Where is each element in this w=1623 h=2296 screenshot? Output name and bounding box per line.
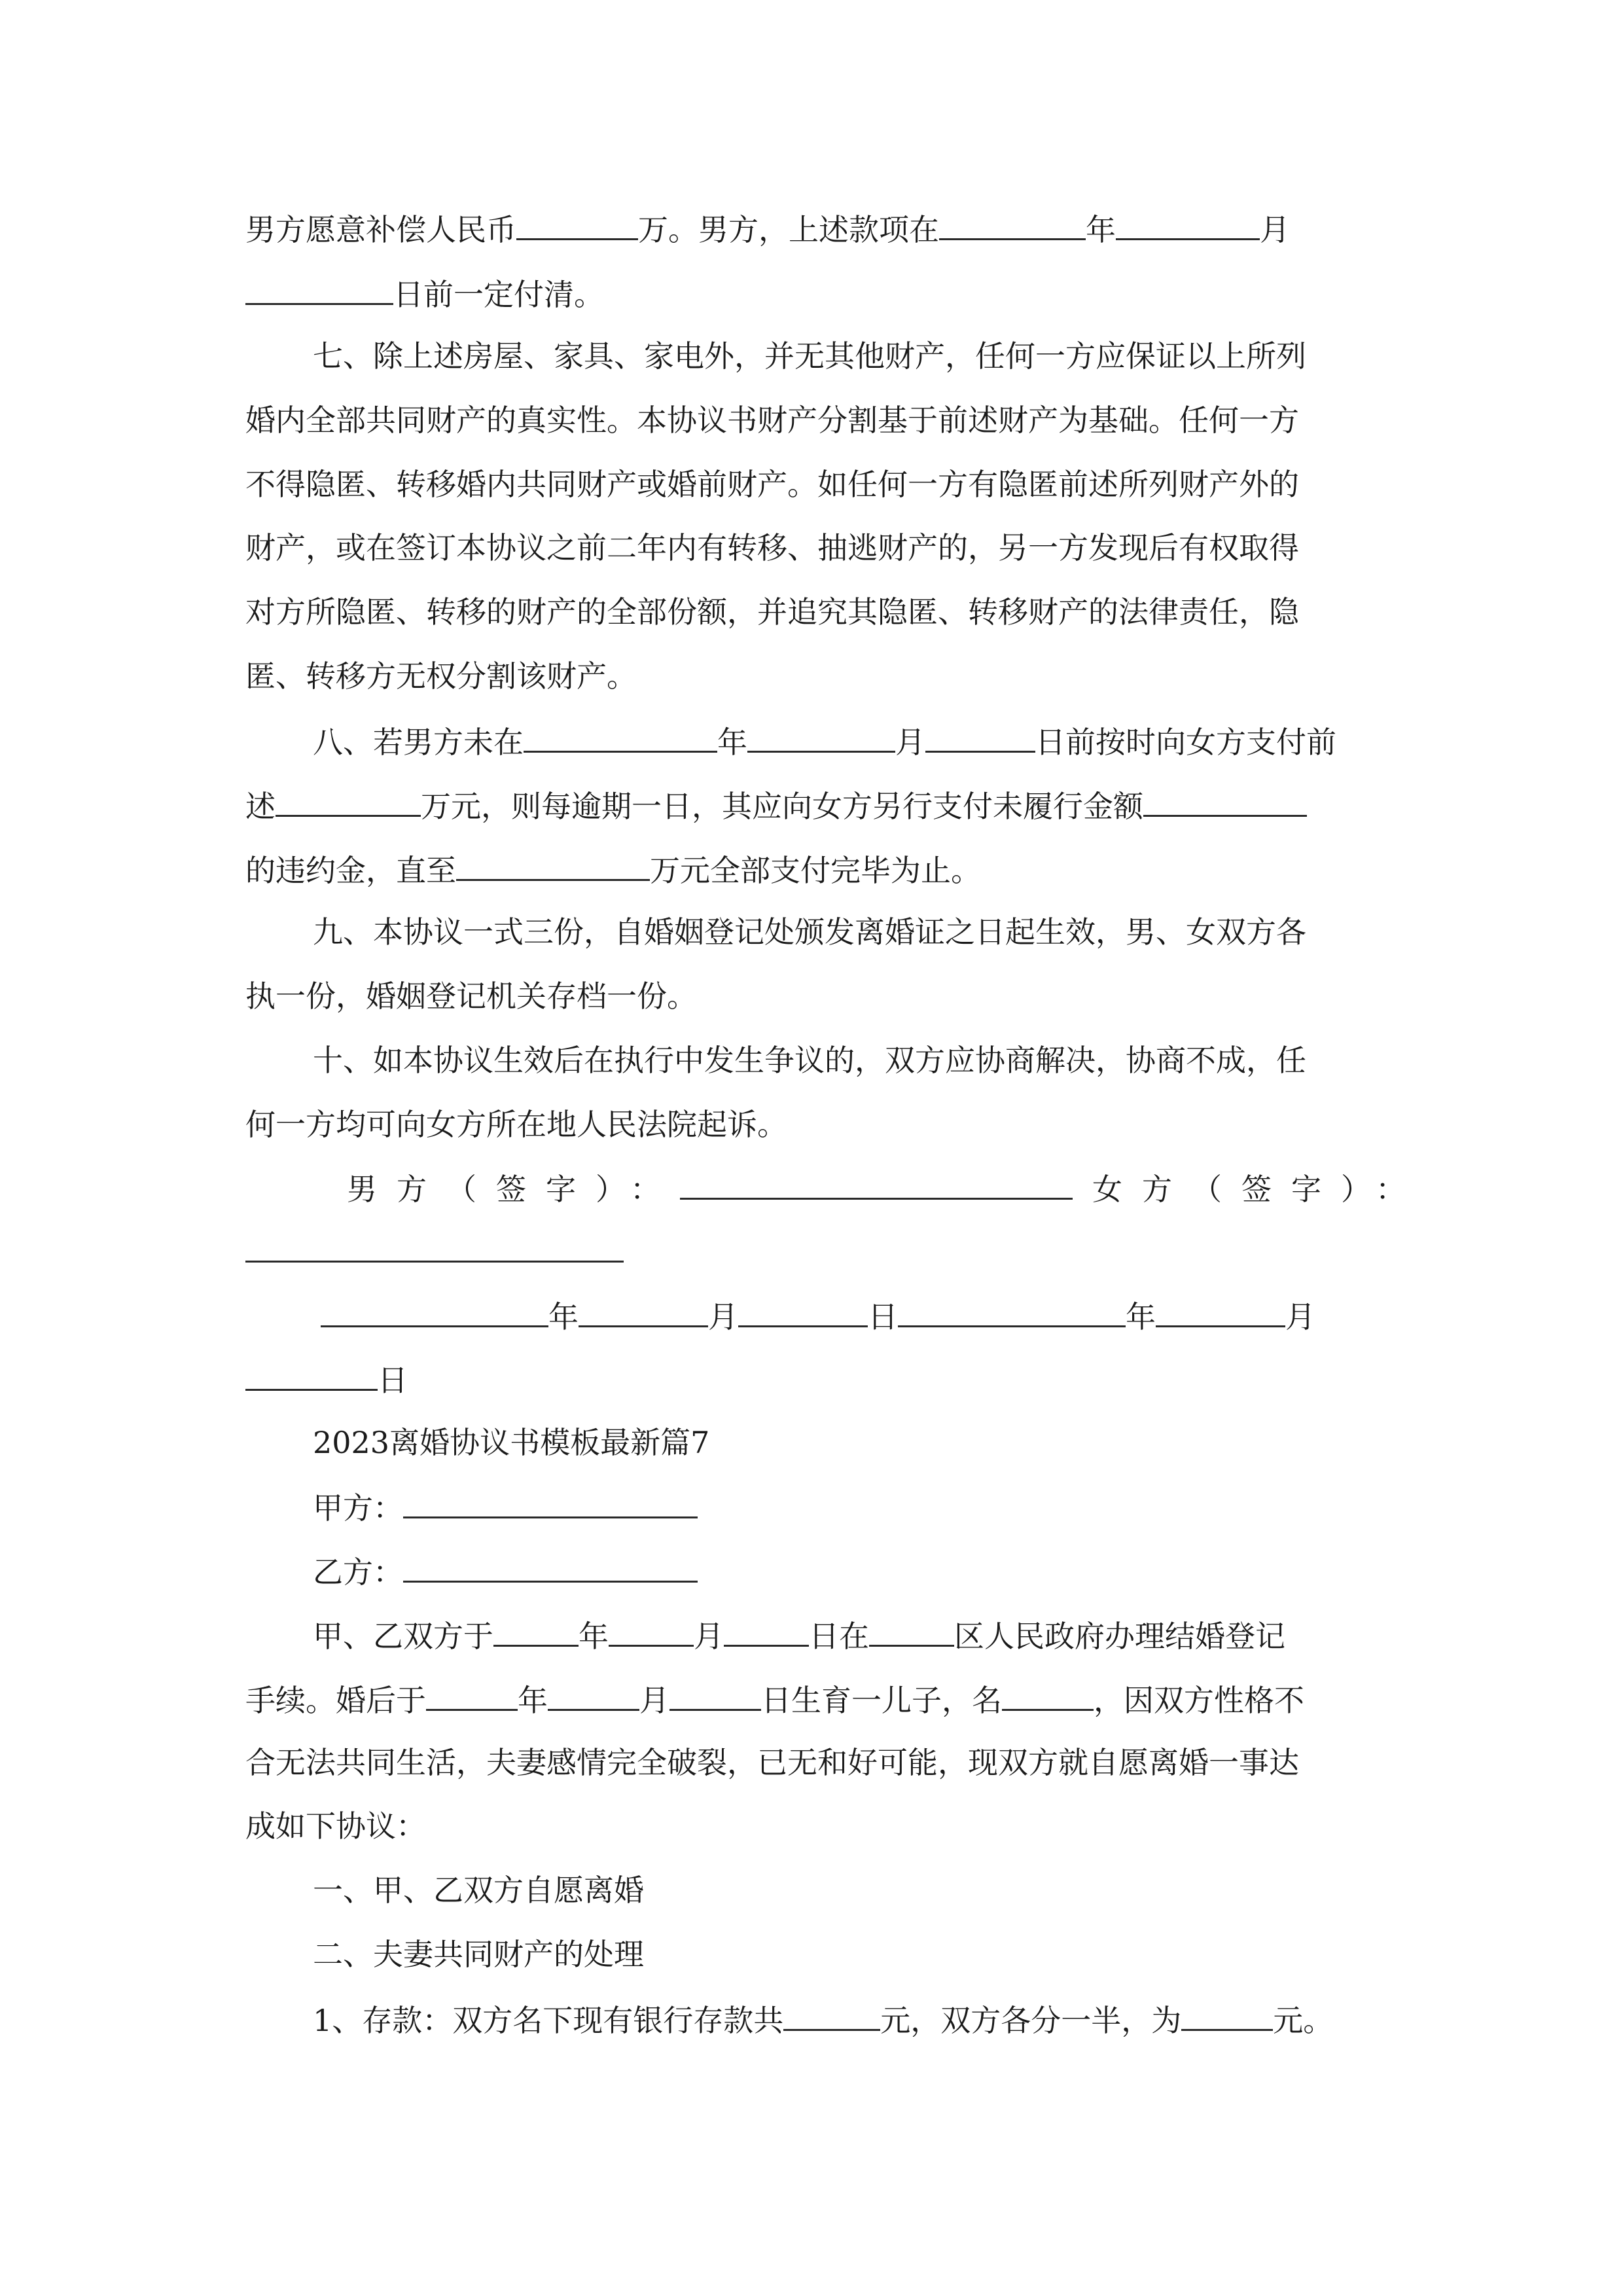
intro-line-1: [313, 1615, 1285, 1656]
blank-month: [609, 1615, 694, 1647]
paragraph-10-line-2: 何一方均可向女方所在地人民法院起诉。: [245, 1107, 787, 1142]
paragraph-7-line-3: 不得隐匿、转移婚内共同财产或婚前财产。如任何一方有隐匿前述所列财产外的: [245, 467, 1299, 502]
paragraph-7-line-1: 七、除上述房屋、家具、家电外，并无其他财产，任何一方应保证以上所列: [313, 338, 1306, 374]
paragraph-7-line-2: 婚内全部共同财产的真实性。本协议书财产分割基于前述财产为基础。任何一方: [245, 403, 1299, 438]
blank-name: [1002, 1679, 1094, 1711]
text: 万。男方，上述款项在: [638, 212, 939, 247]
blank-day: [245, 1359, 378, 1391]
date-line: [321, 1295, 1315, 1336]
date-line-2: [245, 1359, 408, 1400]
text: ，因双方性格不: [1094, 1683, 1304, 1718]
paragraph-7-line-5: 对方所隐匿、转移的财产的全部份额，并追究其隐匿、转移财产的法律责任，隐: [245, 594, 1299, 630]
party-b-blank: [403, 1551, 698, 1583]
text: 区人民政府办理结婚登记: [954, 1619, 1285, 1654]
blank-year: [493, 1615, 579, 1647]
male-signature-label: 男方（签字）：: [347, 1172, 680, 1207]
blank-day: [669, 1679, 761, 1711]
text: 日前一定付清。: [393, 277, 604, 312]
signature-line: [347, 1168, 1425, 1209]
blank-total: [783, 1999, 880, 2031]
female-signature-label: 女方（签字）：: [1092, 1172, 1425, 1207]
text: 年: [1126, 1299, 1156, 1335]
blank-amount: [456, 849, 650, 881]
blank-month: [579, 1295, 708, 1327]
party-a-line: [313, 1486, 698, 1528]
paragraph-9-line-1: 九、本协议一式三份，自婚姻登记处颁发离婚证之日起生效，男、女双方各: [313, 914, 1306, 950]
paragraph-8-line-1: [313, 721, 1336, 762]
party-b-label: 乙方：: [313, 1554, 403, 1590]
blank-unpaid: [1143, 785, 1307, 817]
text: 日: [868, 1299, 898, 1335]
female-signature-blank: [245, 1230, 624, 1263]
blank-day: [245, 273, 393, 305]
text: 月: [1260, 212, 1290, 247]
intro-line-2: [245, 1679, 1304, 1720]
text: 月: [708, 1299, 738, 1335]
text: 1、存款：双方名下现有银行存款共: [313, 2003, 784, 2038]
item-3: [313, 1999, 1333, 2040]
blank-day: [738, 1295, 868, 1327]
item-1: 一、甲、乙双方自愿离婚: [313, 1873, 644, 1908]
section-title: 2023离婚协议书模板最新篇7: [313, 1425, 710, 1460]
paragraph-6-line-1: [245, 208, 1290, 249]
text: 元，双方各分一半，为: [880, 2003, 1182, 2038]
blank-month: [1116, 208, 1260, 240]
blank-district: [869, 1615, 954, 1647]
text: 万元，则每逾期一日，其应向女方另行支付未履行金额: [421, 789, 1143, 824]
item-2: 二、夫妻共同财产的处理: [313, 1937, 644, 1972]
text: 手续。婚后于: [245, 1683, 426, 1718]
paragraph-7-line-4: 财产，或在签订本协议之前二年内有转移、抽逃财产的，另一方发现后有权取得: [245, 530, 1299, 565]
blank-half: [1181, 1999, 1273, 2031]
blank-year: [321, 1295, 548, 1327]
paragraph-8-line-3: [245, 849, 981, 890]
blank-amount: [516, 208, 638, 240]
party-a-blank: [403, 1486, 698, 1518]
male-signature-blank: [680, 1168, 1073, 1200]
text: 月: [1285, 1299, 1315, 1335]
party-b-line: [313, 1551, 698, 1592]
text: 月: [895, 725, 925, 760]
paragraph-7-line-6: 匿、转移方无权分割该财产。: [245, 658, 637, 694]
text: 日生育一儿子，名: [761, 1683, 1002, 1718]
blank-month: [548, 1679, 639, 1711]
intro-line-4: 成如下协议：: [245, 1808, 426, 1844]
blank-year: [426, 1679, 518, 1711]
text: 年: [548, 1299, 579, 1335]
text: 甲、乙双方于: [313, 1619, 493, 1654]
blank-day: [724, 1615, 809, 1647]
blank-year: [939, 208, 1086, 240]
text: 述: [245, 789, 276, 824]
text: 年: [717, 725, 747, 760]
text: 元。: [1273, 2003, 1334, 2038]
blank-day: [925, 721, 1035, 753]
text: 日在: [809, 1619, 869, 1654]
signature-line-2: [245, 1230, 624, 1272]
blank-month: [1156, 1295, 1285, 1327]
paragraph-8-line-2: [245, 785, 1307, 826]
paragraph-9-line-2: 执一份，婚姻登记机关存档一份。: [245, 978, 697, 1014]
text: 年: [518, 1683, 548, 1718]
text: 八、若男方未在: [313, 725, 524, 760]
paragraph-6-line-2: [245, 273, 604, 314]
text: 的违约金，直至: [245, 853, 456, 888]
party-a-label: 甲方：: [313, 1490, 403, 1526]
text: 年: [1086, 212, 1116, 247]
text: 月: [694, 1619, 724, 1654]
text: 年: [579, 1619, 609, 1654]
blank-month: [747, 721, 895, 753]
text: 男方愿意补偿人民币: [245, 212, 516, 247]
text: 日前按时向女方支付前: [1035, 725, 1336, 760]
text: 日: [378, 1363, 408, 1398]
blank-year: [524, 721, 717, 753]
intro-line-3: 合无法共同生活，夫妻感情完全破裂，已无和好可能，现双方就自愿离婚一事达: [245, 1745, 1299, 1780]
text: 月: [639, 1683, 669, 1718]
blank-amount: [276, 785, 421, 817]
paragraph-10-line-1: 十、如本协议生效后在执行中发生争议的，双方应协商解决，协商不成，任: [313, 1043, 1306, 1078]
text: 万元全部支付完毕为止。: [650, 853, 981, 888]
blank-year: [898, 1295, 1126, 1327]
